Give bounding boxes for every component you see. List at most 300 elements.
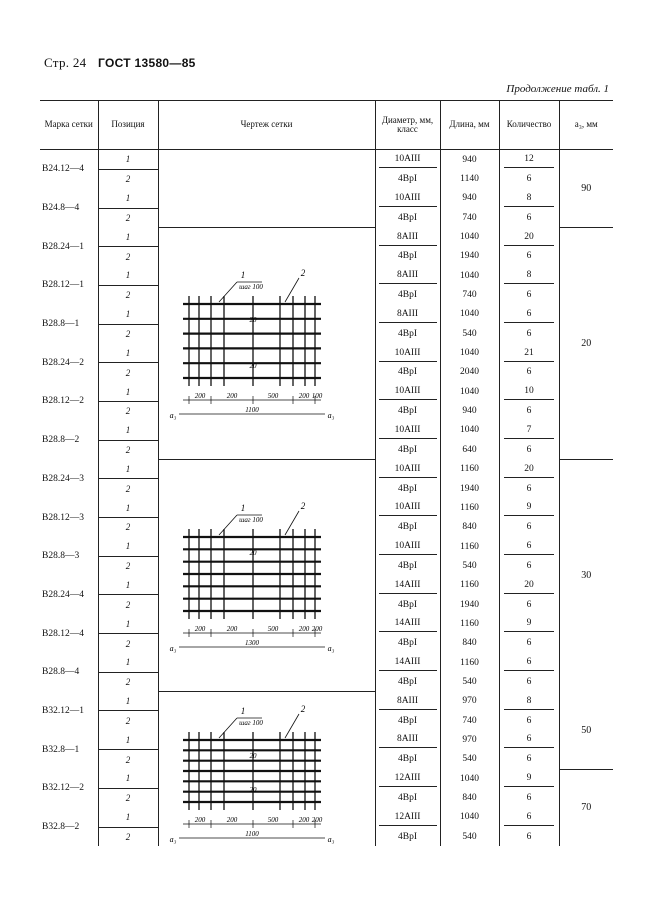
class-value: 4BpI xyxy=(398,406,417,417)
class-cell xyxy=(375,537,440,556)
mesh-mark: B32.8—1 xyxy=(42,744,80,755)
class-cell xyxy=(375,460,440,479)
position-cell: 1 xyxy=(98,189,158,208)
dim-label: 200 xyxy=(311,816,322,825)
class-cell xyxy=(375,788,440,807)
quantity-cell xyxy=(499,711,559,730)
class-value: 4BpI xyxy=(398,212,417,223)
class-cell xyxy=(375,189,440,208)
class-value: 4BpI xyxy=(398,560,417,571)
position-cell: 1 xyxy=(98,150,158,170)
mesh-mark: B28.12—3 xyxy=(42,512,84,523)
dim-label: 200 xyxy=(226,816,237,825)
class-value: 14AIII xyxy=(379,615,437,632)
class-cell xyxy=(375,382,440,401)
mesh-mark: B32.12—2 xyxy=(42,783,84,794)
leader-line xyxy=(219,718,237,738)
quantity-cell xyxy=(499,285,559,304)
quantity-value: 20 xyxy=(504,229,554,246)
position-cell: 2 xyxy=(98,711,158,730)
length-cell: 1040 xyxy=(440,382,499,401)
quantity-cell xyxy=(499,769,559,788)
dim-label-vertical: 20 xyxy=(249,362,256,371)
length-cell: 1040 xyxy=(440,227,499,246)
class-value: 4BpI xyxy=(398,599,417,610)
length-cell: 840 xyxy=(440,518,499,537)
length-cell: 1040 xyxy=(440,421,499,440)
position-cell: 1 xyxy=(98,227,158,246)
dim-label-total: 1300 xyxy=(244,638,259,647)
quantity-cell xyxy=(499,808,559,827)
quantity-value: 20 xyxy=(504,461,554,478)
quantity-cell xyxy=(499,324,559,343)
length-cell: 1160 xyxy=(440,614,499,633)
dim-label-total: 1100 xyxy=(244,830,259,839)
table-row xyxy=(40,460,613,479)
class-cell xyxy=(375,730,440,749)
length-cell: 940 xyxy=(440,189,499,208)
length-cell: 540 xyxy=(440,556,499,575)
class-value: 4BpI xyxy=(398,251,417,262)
length-cell: 740 xyxy=(440,285,499,304)
position-cell: 2 xyxy=(98,440,158,459)
quantity-cell xyxy=(499,305,559,324)
length-cell: 1040 xyxy=(440,808,499,827)
quantity-cell xyxy=(499,343,559,362)
class-value: 4BpI xyxy=(398,367,417,378)
quantity-value: 6 xyxy=(526,599,532,610)
class-value: 4BpI xyxy=(398,754,417,765)
class-value: 10AIII xyxy=(379,383,437,400)
class-value: 10AIII xyxy=(379,499,437,516)
class-cell xyxy=(375,421,440,440)
length-cell: 1160 xyxy=(440,576,499,595)
mesh-mark: B28.24—4 xyxy=(42,589,84,600)
quantity-value: 10 xyxy=(504,383,554,400)
mesh-mark: B28.8—1 xyxy=(42,319,80,330)
leader-line xyxy=(285,511,299,535)
a3-label: a₃ xyxy=(327,643,334,653)
page-header xyxy=(44,55,196,71)
class-cell xyxy=(375,285,440,304)
length-cell: 940 xyxy=(440,150,499,170)
class-cell xyxy=(375,518,440,537)
quantity-cell xyxy=(499,169,559,188)
header-diameter: Диаметр, мм, класс xyxy=(375,101,440,150)
a3-cell: 70 xyxy=(559,769,613,846)
quantity-value: 8 xyxy=(504,693,554,710)
quantity-cell xyxy=(499,247,559,266)
quantity-cell xyxy=(499,556,559,575)
dim-label-vertical: 20 xyxy=(249,752,256,761)
class-value: 4BpI xyxy=(398,638,417,649)
quantity-value: 12 xyxy=(504,151,554,168)
position-cell: 2 xyxy=(98,672,158,691)
class-cell xyxy=(375,769,440,788)
quantity-value: 6 xyxy=(526,754,532,765)
class-value: 4BpI xyxy=(398,290,417,301)
class-cell xyxy=(375,479,440,498)
quantity-value: 8 xyxy=(504,190,554,207)
position-cell: 1 xyxy=(98,266,158,285)
class-value: 10AIII xyxy=(379,190,437,207)
quantity-cell xyxy=(499,363,559,382)
standard-code: ГОСТ 13580—85 xyxy=(98,56,196,70)
position-cell: 1 xyxy=(98,692,158,711)
dim-label: 200 xyxy=(298,816,309,825)
position-cell: 1 xyxy=(98,460,158,479)
position-cell: 2 xyxy=(98,208,158,227)
quantity-value: 20 xyxy=(504,577,554,594)
quantity-cell xyxy=(499,614,559,633)
mesh-mark: B28.8—4 xyxy=(42,667,80,678)
quantity-cell xyxy=(499,750,559,769)
class-cell xyxy=(375,827,440,846)
quantity-value: 6 xyxy=(526,444,532,455)
class-cell xyxy=(375,634,440,653)
length-cell: 540 xyxy=(440,827,499,846)
class-cell xyxy=(375,343,440,362)
a3-cell: 50 xyxy=(559,692,613,769)
table-row xyxy=(40,227,613,246)
position-cell: 2 xyxy=(98,595,158,614)
continuation-note: Продолжение табл. 1 xyxy=(506,83,609,95)
class-value: 4BpI xyxy=(398,793,417,804)
position-cell: 2 xyxy=(98,634,158,653)
dim-label-vertical: 20 xyxy=(249,548,256,557)
dim-label: 500 xyxy=(267,392,278,401)
quantity-cell xyxy=(499,537,559,556)
mesh-mark: B28.24—3 xyxy=(42,473,84,484)
quantity-value: 6 xyxy=(526,560,532,571)
dim-label: 500 xyxy=(267,624,278,633)
mesh-mark: B28.12—2 xyxy=(42,396,84,407)
quantity-value: 6 xyxy=(504,306,554,323)
length-cell: 840 xyxy=(440,788,499,807)
quantity-value: 6 xyxy=(526,522,532,533)
drawing-cell-3 xyxy=(158,692,375,847)
position-cell: 1 xyxy=(98,382,158,401)
class-value: 8AIII xyxy=(379,306,437,323)
position-cell: 1 xyxy=(98,498,158,517)
quantity-cell xyxy=(499,672,559,691)
quantity-value: 6 xyxy=(526,831,532,842)
class-value: 4BpI xyxy=(398,522,417,533)
length-cell: 1160 xyxy=(440,460,499,479)
drawing-cell-2 xyxy=(158,460,375,692)
quantity-value: 6 xyxy=(526,483,532,494)
leader-label-1: 1 xyxy=(240,706,245,717)
position-cell: 1 xyxy=(98,537,158,556)
quantity-cell xyxy=(499,189,559,208)
quantity-cell xyxy=(499,576,559,595)
a3-cell: 30 xyxy=(559,460,613,692)
class-cell xyxy=(375,266,440,285)
leader-label-2: 2 xyxy=(300,500,305,511)
class-value: 10AIII xyxy=(379,345,437,362)
a3-label: a₃ xyxy=(169,835,176,845)
mesh-mark: B32.8—2 xyxy=(42,822,80,833)
position-cell: 1 xyxy=(98,730,158,749)
class-cell xyxy=(375,150,440,170)
quantity-value: 6 xyxy=(526,251,532,262)
dim-label: 500 xyxy=(267,816,278,825)
length-cell: 1040 xyxy=(440,769,499,788)
position-cell: 2 xyxy=(98,169,158,188)
length-cell: 540 xyxy=(440,750,499,769)
class-value: 12AIII xyxy=(379,809,437,826)
quantity-cell xyxy=(499,788,559,807)
a3-label: a₃ xyxy=(327,411,334,421)
position-cell: 1 xyxy=(98,576,158,595)
quantity-value: 6 xyxy=(526,290,532,301)
quantity-value: 8 xyxy=(504,267,554,284)
quantity-value: 6 xyxy=(526,367,532,378)
leader-line xyxy=(219,282,237,302)
class-value: 12AIII xyxy=(379,770,437,787)
a3-label: a₃ xyxy=(169,411,176,421)
position-cell: 2 xyxy=(98,518,158,537)
length-cell: 970 xyxy=(440,730,499,749)
dim-label: 200 xyxy=(298,392,309,401)
length-cell: 540 xyxy=(440,324,499,343)
class-value: 8AIII xyxy=(379,267,437,284)
class-value: 4BpI xyxy=(398,328,417,339)
class-cell xyxy=(375,227,440,246)
position-cell: 1 xyxy=(98,614,158,633)
position-cell: 2 xyxy=(98,788,158,807)
quantity-value: 6 xyxy=(526,715,532,726)
quantity-cell xyxy=(499,692,559,711)
leader-label-2: 2 xyxy=(300,268,305,279)
quantity-cell xyxy=(499,227,559,246)
position-cell: 2 xyxy=(98,363,158,382)
mesh-drawing xyxy=(167,268,367,421)
quantity-value: 9 xyxy=(504,615,554,632)
mesh-mark: B28.8—3 xyxy=(42,551,80,562)
mesh-mark: B28.8—2 xyxy=(42,435,80,446)
quantity-cell xyxy=(499,266,559,285)
length-cell: 1160 xyxy=(440,537,499,556)
header-mark: Марка сетки xyxy=(40,101,98,150)
mesh-drawing xyxy=(167,501,367,651)
length-cell: 970 xyxy=(440,692,499,711)
length-cell: 1040 xyxy=(440,266,499,285)
length-cell: 1040 xyxy=(440,305,499,324)
quantity-value: 6 xyxy=(526,174,532,185)
class-cell xyxy=(375,305,440,324)
length-cell: 740 xyxy=(440,208,499,227)
quantity-cell xyxy=(499,460,559,479)
length-cell: 1140 xyxy=(440,169,499,188)
header-length: Длина, мм xyxy=(440,101,499,150)
class-cell xyxy=(375,440,440,459)
quantity-cell xyxy=(499,730,559,749)
quantity-value: 6 xyxy=(526,638,532,649)
drawing-empty xyxy=(158,150,375,228)
table-header xyxy=(40,101,613,150)
mesh-mark: B28.24—1 xyxy=(42,241,84,252)
position-cell: 1 xyxy=(98,769,158,788)
a3-label: a₃ xyxy=(327,835,334,845)
class-cell xyxy=(375,711,440,730)
mesh-drawing xyxy=(167,704,367,845)
class-cell xyxy=(375,672,440,691)
dim-label: 200 xyxy=(194,624,205,633)
class-cell xyxy=(375,614,440,633)
quantity-cell xyxy=(499,440,559,459)
header-position: Позиция xyxy=(98,101,158,150)
class-cell xyxy=(375,595,440,614)
quantity-value: 7 xyxy=(504,422,554,439)
position-cell: 2 xyxy=(98,827,158,846)
quantity-value: 6 xyxy=(526,406,532,417)
leader-label-1: 1 xyxy=(240,502,245,513)
class-value: 10AIII xyxy=(379,538,437,555)
header-drawing: Чертеж сетки xyxy=(158,101,375,150)
class-value: 8AIII xyxy=(379,693,437,710)
dim-label: 200 xyxy=(226,392,237,401)
quantity-value: 9 xyxy=(504,499,554,516)
quantity-cell xyxy=(499,208,559,227)
step-label: шаг 100 xyxy=(238,719,263,728)
position-cell: 1 xyxy=(98,808,158,827)
class-value: 4BpI xyxy=(398,444,417,455)
class-value: 4BpI xyxy=(398,831,417,842)
quantity-value: 9 xyxy=(504,770,554,787)
class-cell xyxy=(375,556,440,575)
quantity-value: 6 xyxy=(526,676,532,687)
length-cell: 1940 xyxy=(440,479,499,498)
dim-label-vertical: 20 xyxy=(249,786,256,795)
position-cell: 2 xyxy=(98,556,158,575)
quantity-cell xyxy=(499,150,559,170)
class-value: 10AIII xyxy=(379,422,437,439)
position-cell: 1 xyxy=(98,305,158,324)
step-label: шаг 100 xyxy=(238,515,263,524)
length-cell: 1940 xyxy=(440,595,499,614)
leader-line xyxy=(219,515,237,535)
class-value: 10AIII xyxy=(379,151,437,168)
quantity-value: 6 xyxy=(504,538,554,555)
quantity-value: 6 xyxy=(526,793,532,804)
position-cell: 2 xyxy=(98,247,158,266)
class-value: 8AIII xyxy=(379,731,437,748)
mesh-mark: B28.12—4 xyxy=(42,628,84,639)
header-quantity: Количество xyxy=(499,101,559,150)
class-cell xyxy=(375,692,440,711)
leader-line xyxy=(285,714,299,738)
position-cell: 1 xyxy=(98,421,158,440)
leader-label-2: 2 xyxy=(300,704,305,715)
quantity-cell xyxy=(499,518,559,537)
class-cell xyxy=(375,750,440,769)
table-row xyxy=(40,150,613,170)
page-number: Стр. 24 xyxy=(44,55,87,70)
quantity-value: 6 xyxy=(526,328,532,339)
quantity-cell xyxy=(499,595,559,614)
class-cell xyxy=(375,401,440,420)
position-cell: 2 xyxy=(98,750,158,769)
class-cell xyxy=(375,169,440,188)
length-cell: 1940 xyxy=(440,247,499,266)
class-value: 4BpI xyxy=(398,676,417,687)
quantity-cell xyxy=(499,634,559,653)
drawing-cell-1 xyxy=(158,227,375,459)
dim-label: 200 xyxy=(226,624,237,633)
quantity-cell xyxy=(499,653,559,672)
dim-label: 200 xyxy=(311,624,322,633)
quantity-value: 6 xyxy=(526,212,532,223)
step-label: шаг 100 xyxy=(238,283,263,292)
class-value: 14AIII xyxy=(379,577,437,594)
class-cell xyxy=(375,576,440,595)
mesh-mark: B28.24—2 xyxy=(42,357,84,368)
mesh-mark: B24.8—4 xyxy=(42,203,80,214)
quantity-cell xyxy=(499,382,559,401)
class-cell xyxy=(375,808,440,827)
class-cell xyxy=(375,363,440,382)
mesh-mark: B32.12—1 xyxy=(42,705,84,716)
class-cell xyxy=(375,324,440,343)
dim-label-vertical: 20 xyxy=(249,316,256,325)
quantity-cell xyxy=(499,421,559,440)
class-value: 4BpI xyxy=(398,715,417,726)
length-cell: 1040 xyxy=(440,343,499,362)
class-cell xyxy=(375,498,440,517)
class-value: 14AIII xyxy=(379,654,437,671)
mesh-table xyxy=(40,100,613,846)
table-row xyxy=(40,692,613,711)
a3-cell: 20 xyxy=(559,227,613,459)
position-cell: 1 xyxy=(98,343,158,362)
length-cell: 640 xyxy=(440,440,499,459)
position-cell: 2 xyxy=(98,285,158,304)
leader-line xyxy=(285,278,299,302)
class-value: 4BpI xyxy=(398,483,417,494)
mesh-mark: B24.12—4 xyxy=(42,164,84,175)
length-cell: 540 xyxy=(440,672,499,691)
quantity-cell xyxy=(499,401,559,420)
quantity-cell xyxy=(499,498,559,517)
length-cell: 1160 xyxy=(440,498,499,517)
position-cell: 2 xyxy=(98,324,158,343)
class-cell xyxy=(375,653,440,672)
quantity-value: 6 xyxy=(504,809,554,826)
length-cell: 2040 xyxy=(440,363,499,382)
leader-label-1: 1 xyxy=(240,270,245,281)
class-value: 8AIII xyxy=(379,229,437,246)
quantity-cell xyxy=(499,479,559,498)
mesh-mark: B28.12—1 xyxy=(42,280,84,291)
dim-label: 200 xyxy=(194,392,205,401)
dim-label: 200 xyxy=(298,624,309,633)
quantity-cell xyxy=(499,827,559,846)
quantity-value: 6 xyxy=(504,654,554,671)
quantity-value: 21 xyxy=(504,345,554,362)
class-cell xyxy=(375,208,440,227)
dim-label: 100 xyxy=(311,392,322,401)
dim-label-total: 1100 xyxy=(244,406,259,415)
a3-label: a₃ xyxy=(169,643,176,653)
length-cell: 740 xyxy=(440,711,499,730)
dim-label: 200 xyxy=(194,816,205,825)
position-cell: 2 xyxy=(98,479,158,498)
position-cell: 1 xyxy=(98,653,158,672)
length-cell: 1160 xyxy=(440,653,499,672)
a3-cell: 90 xyxy=(559,150,613,228)
header-a3: a₃, мм xyxy=(559,101,613,150)
